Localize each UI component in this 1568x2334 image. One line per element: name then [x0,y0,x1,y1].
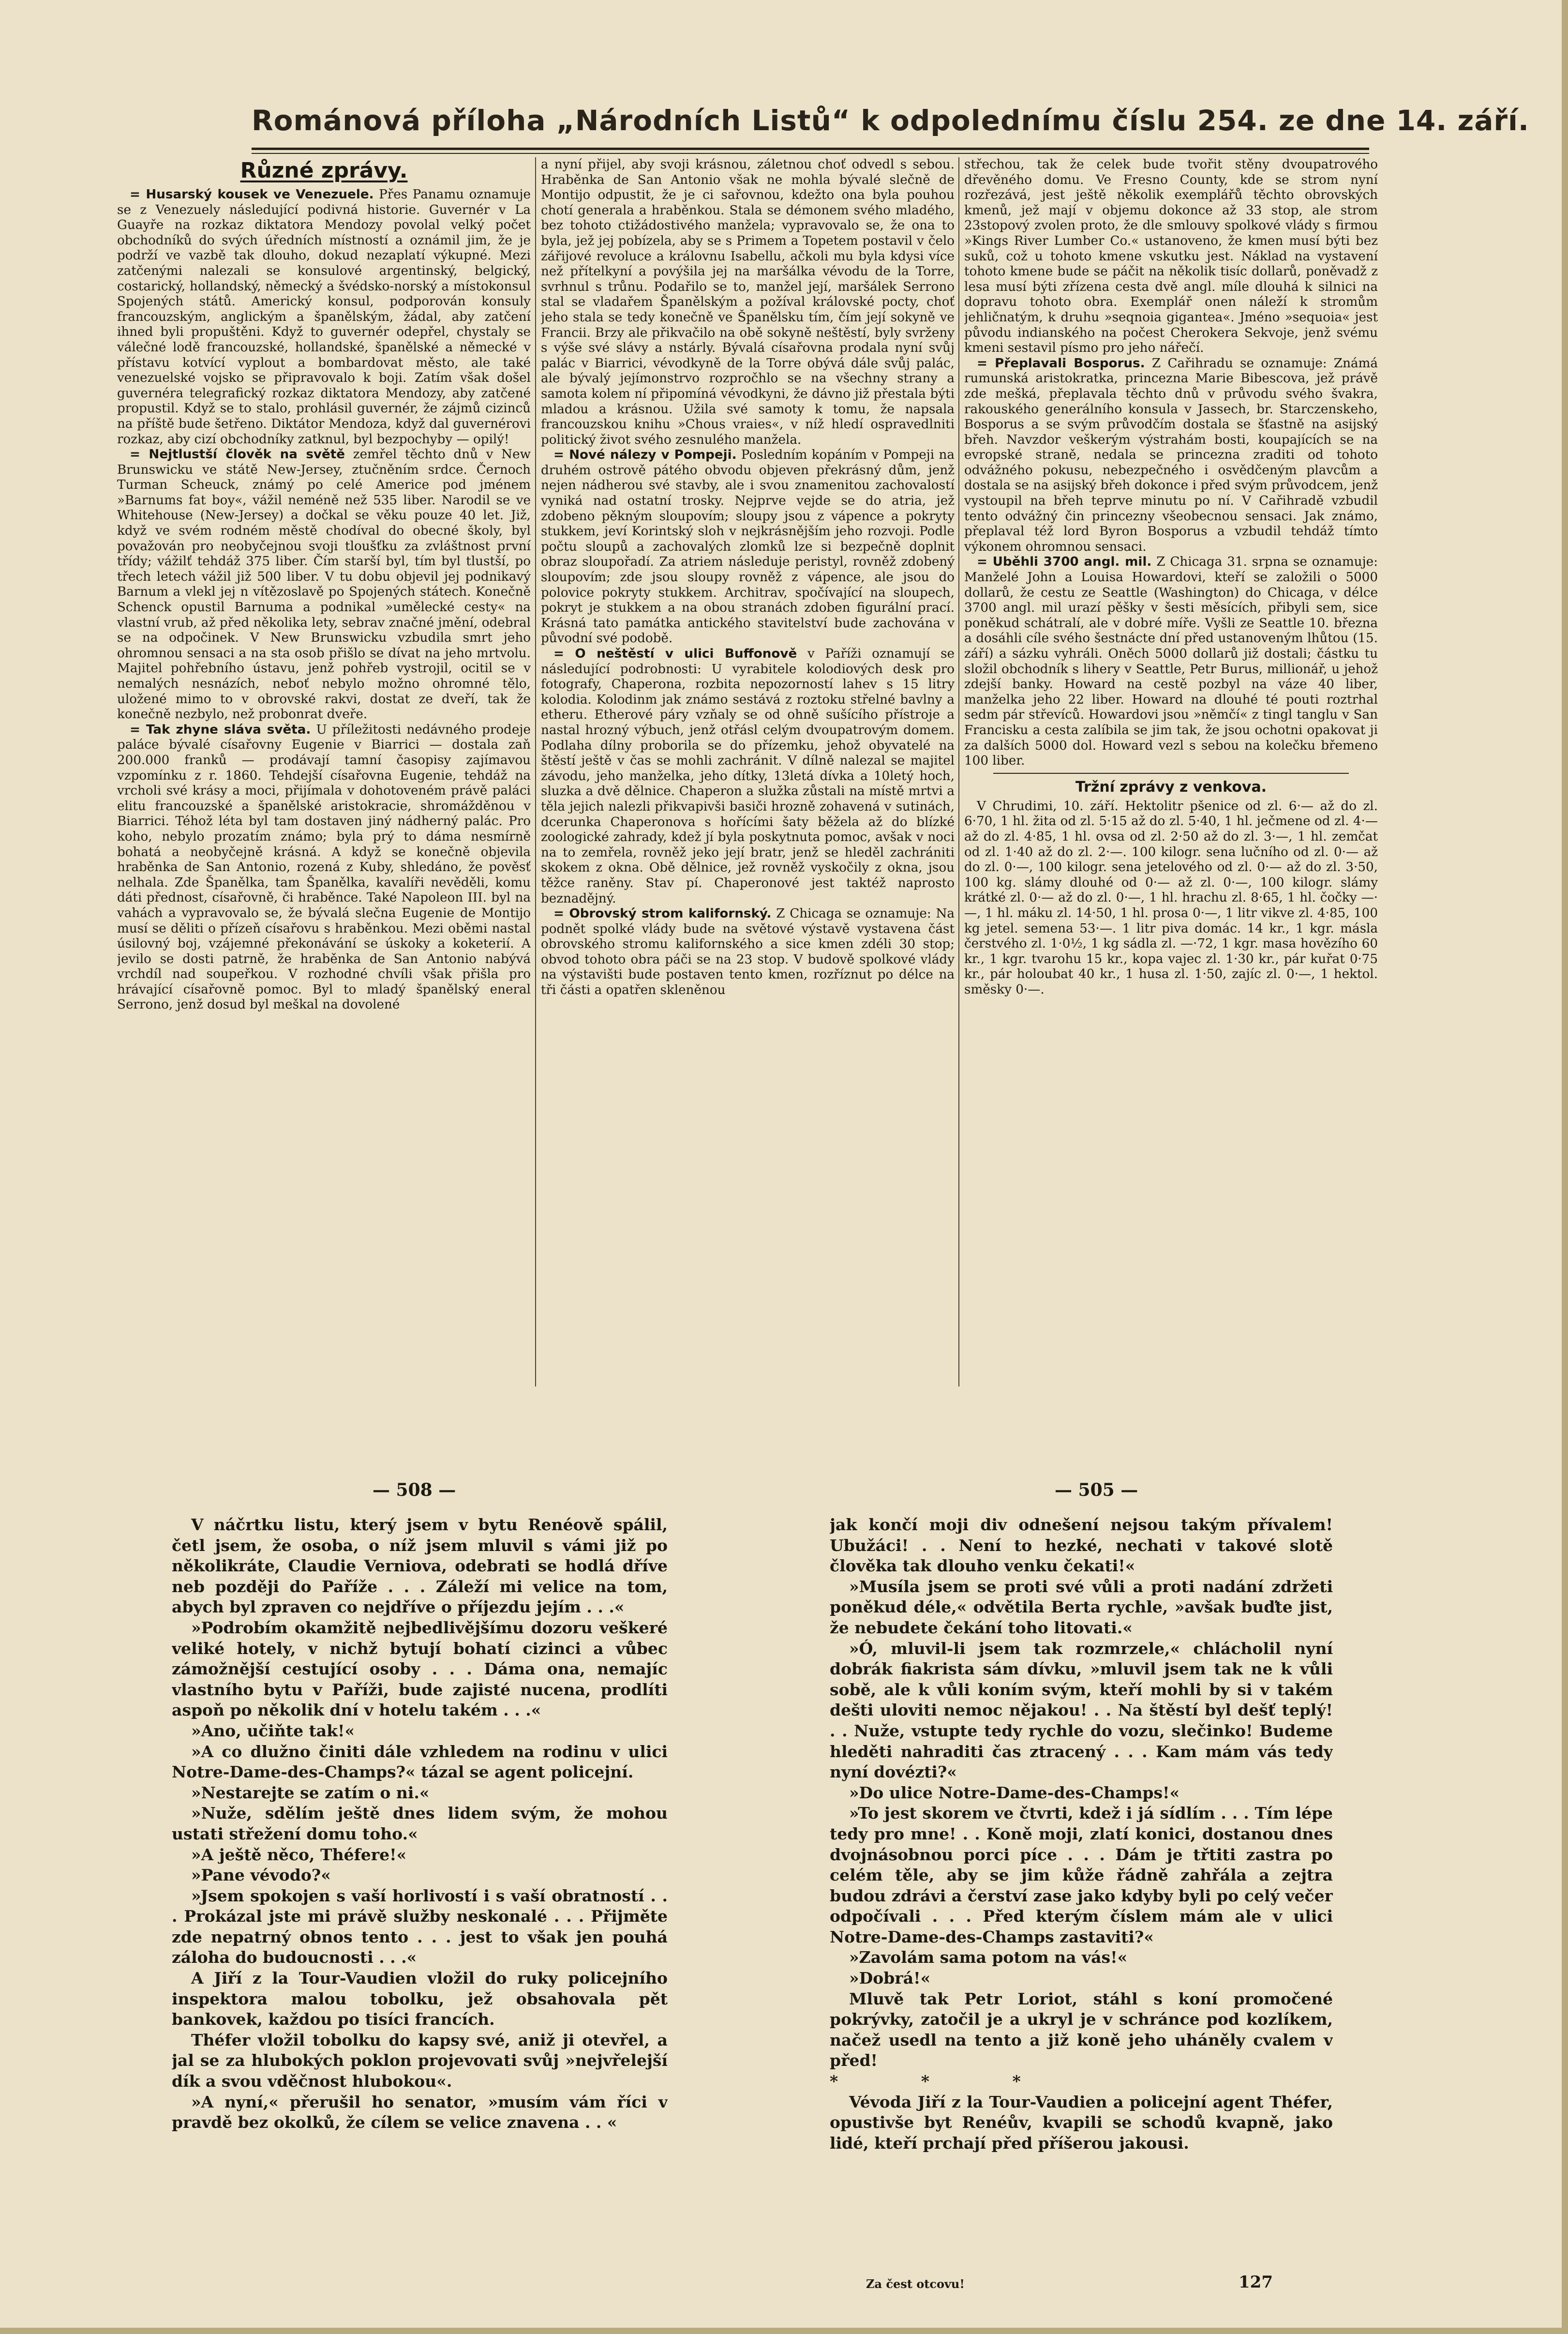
novel-paragraph: »Podrobím okamžitě nejbedlivějšímu dozoru veškeré veliké hotely, v nichž bytují bohatí cizinci a vůbec zámožnější cestující osoby . . . Dáma ona, nemajíc vlastního bytu v Paříži, bude zajisté nucena, prodlíti aspoň po několik dní v hotelu takém . . .« [172,1618,668,1720]
news-item-body: zemřel těchto dnů v New Brunswicku ve státě New-Jersey, ztučněním srdce. Černoch Turman Scheuck, známý po celé Americe pod jménem »Barnums fat boy«, vážil neméně než 535 liber. Narodil se ve Whitehouse (New-Jersey) a dočkal se věku pouze 40 let. Již, když ve svém rodném městě chodíval do obecné školy, byl považován pro neobyčejnou svoji tloušťku za zvláštnost první třídy; vážilť tehdáž 375 liber. Čím starší byl, tím byl tlustší, po třech letech vážil již 500 liber. V tu dobu objevil jej podnikavý Barnum a vlekl jej n vítězoslavě po Spojených státech. Konečně Schenck opustil Barnuma a podnikal »umělecké cesty« na vlastní vrub, až před několika lety, sebrav značné jmění, odebral se na odpočinek. V New Brunswicku vzbudila smrt jeho ohromnou sensaci a na sta osob přišlo se dívat na jeho mrtvolu. Majitel pohřebního ústavu, jenž pohřeb vystrojil, ocitil se v nemalých nesnázích, neboť nebylo možno ohromné tělo, uložené mimo to v obrovské rakvi, dostat ze dveří, tak že konečně nezbylo, než probonrat dveře. [117,447,531,722]
masthead-rule-thin [252,153,1369,154]
novel-paragraph: »Jsem spokojen s vaší horlivostí i s vaší obratností . . . Prokázal jste mi právě služby neskonalé . . . Přijměte zde nepatrný obnos tento . . . jest to však jen pouhá záloha do budoucnosti . . .« [172,1886,668,1967]
novel-paragraph: »Ó, mluvil-li jsem tak rozmrzele,« chlácholil nyní dobrák fiakrista sám dívku, »mluvil jsem tak ne k vůli sobě, ale k vůli koním svým, kteří mohli by si v takém dešti uloviti nemoc nějakou! . . Na štěstí byl dešť teplý! . . Nuže, vstupte tedy rychle do vozu, slečinko! Budeme hleděti nahraditi čas ztracený . . . Kam mám vás tedy nyní dovézti?« [830,1639,1333,1782]
novel-paragraph: »Nestarejte se zatím o ni.« [191,1783,430,1802]
news-item-body: Z Cařihradu se oznamuje: Známá rumunská aristokratka, princezna Marie Bibescova, jež právě zde mešká, přeplavala těchto dnů v průvodu svého švakra, rakouského generálního konsula v Jassech, br. Starczenskeho, Bosporus a se svým průvodčím dostala se šťastně na asijský břeh. Navzdor veškerým výstrahám bosti, koupajících se na evropské straně, nedala se princezna zraditi od tohoto odvážného pokusu, nebezpečného i osvědčeným plavcům a dostala se na asijský břeh dokonce i před svým průvodcem, jenž vystoupil na břeh teprve minutu po ní. V Cařihradě vzbudil tento odvážný čin princezny všeobecnou sensaci. Jak známo, přeplaval též lord Byron Bosporus a vzbudil tehdáž tímto výkonem ohromnou sensaci. [964,356,1378,554]
novel-paragraph: Théfer vložil tobolku do kapsy své, aniž ji otevřel, a jal se za hlubokých poklon projevovati svůj »nejvřelejší dík a svou vděčnost hlubokou«. [172,2030,668,2091]
news-column-middle [541,157,955,1396]
news-column-right [964,157,1378,1396]
page-edge-bottom [0,2328,1568,2334]
novel-paragraph: jak končí moji div odnešení nejsou takým přívalem! Ubužáci! . . Není to hezké, nechati v takové slotě člověka tak dlouho venku čekati!« [830,1515,1333,1576]
news-item-title: = Nejtlustší člověk na světě [130,447,345,462]
news-item-pompeii [541,448,955,647]
news-column-left [117,157,531,1396]
news-item-title: = Obrovský strom kalifornský. [553,906,772,921]
footer-note: Za čest otcovu! [866,2277,965,2291]
news-item-giant-tree [541,906,955,998]
section-stars: * * * [830,2072,1060,2091]
news-item-title: = Tak zhyne sláva světa. [130,722,311,737]
novel-paragraph: »A co dlužno činiti dále vzhledem na rodinu v ulici Notre-Dame-des-Champs?« tázal se agent policejní. [172,1742,668,1782]
novel-paragraph: »Do ulice Notre-Dame-des-Champs!« [849,1783,1180,1802]
column-divider-2 [958,157,959,1386]
novel-paragraph: »Pane vévodo?« [191,1866,331,1885]
novel-text-right [830,1515,1333,2308]
news-item-body: Z Chicaga 31. srpna se oznamuje: Manželé John a Louisa Howardovi, kteří se založili o 5000 dollarů, že cestu ze Seattle (Washington) do Chicaga, v délce 3700 angl. mil urazí pěšky v šesti měsících, přibyli sem, sice poněkud schátralí, ale v dobré míře. Vyšli ze Seattle 10. března a dosáhli cíle svého šestnácte dní před ustanoveným lhůtou (15. září) a sázku vyhráli. Oněch 5000 dollarů již dostali; částku tu složil obchodník s lihery v Seattle, Petr Burus, millionář, u jehož zdejší banky. Howard na cestě pozbyl na váze 40 liber, manželka jeho 22 liber. Howard na dlouhé té pouti roztrhal sedm pár střevíců. Howardovi jsou »němčí« z tingl tanglu v San Francisku a cesta zalíbila se jim tak, že jsou ochotni opakovat ji za dalších 5000 dol. Howard vezl s sebou na kolečku břemeno 100 liber. [964,555,1378,768]
section-divider [993,773,1349,774]
masthead-rule-thick [252,148,1369,150]
news-item-bosporus [964,356,1378,555]
novel-paragraph: »A nyní,« přerušil ho senator, »musím vám říci v pravdě bez okolků, že cílem se velice znavena . . « [172,2092,668,2132]
news-item-walk [964,555,1378,768]
novel-text-left [172,1515,668,2308]
novel-paragraph: »To jest skorem ve čtvrti, kdež i já sídlím . . . Tím lépe tedy pro mne! . . Koně moji, zlatí konici, dostanou dnes dvojnásobnou porci píce . . . Dám je třtiti zastra po celém těle, aby se jim kůže řádně zahřála a zejtra budou zdrávi a čerství zase jako kdyby byli po celý večer odpočívali . . . Před kterým číslem mám ale v ulici Notre-Dame-des-Champs zastaviti?« [830,1804,1333,1946]
market-heading: Tržní zprávy z venkova. [1075,778,1267,796]
news-item-venezuela [117,187,531,447]
footer-number: 127 [1239,2273,1273,2292]
novel-paragraph: V náčrtku listu, který jsem v bytu Renéově spálil, četl jsem, že osoba, o níž jsem mluvil s vámi již po několikráte, Claudie Verniova, odebrati se hodlá dříve neb později do Paříže . . . Záleží mi velice na tom, abych byl zpraven co nejdříve o příjezdu jejím . . .« [172,1515,668,1617]
news-item-body: Z Chicaga se oznamuje: Na podnět spolké vlády bude na světové výstavě vystavena část obrovského stromu kalifornského a sice kmen zdéli 30 stop; obvod tohoto obra páči se na 23 stop. V budově spolkové vlády na výstavišti bude postaven tento kmen, rozříznut po délce na tři části a opatřen skleněnou [541,906,955,998]
news-item-title: = Nové nálezy v Pompeji. [553,448,737,463]
news-item-title: = Přeplavali Bosporus. [977,356,1145,371]
news-item-title: = Husarský kousek ve Venezuele. [130,187,374,202]
news-item-buffon-accident [541,647,955,906]
page-number-left: — 508 — [373,1480,456,1500]
news-item-body: U příležitosti nedávného prodeje paláce bývalé císařovny Eugenie v Biarrici — dostala zaň 200.000 franků — prodávají tamní časopisy zajímavou vzpomínku z r. 1860. Tehdejší císařovna Eugenie, tehdáž na vrcholi své krásy a moci, přijímala v dohotoveném právě paláci elitu francouzské a španělské aristokracie, shromážděnou v Biarrici. Téhož léta byl tam dostaven jiný nádherný palác. Pro koho, nebylo prozatím známo; byla prý to dáma nesmírně bohatá a neobyčejně krásná. A když se konečně objevila hraběnka de San Antonio, rozená z Kuby, shledáno, že pověsť nelhala. Zde Španělka, tam Španělka, kavalíři nevěděli, komu dáti přednost, císařovně, či hraběnce. Také Napoleon III. byl na vahách a vypravovalo se, že bývalá slečna Eugenie de Montijo musí se děliti o přízeň císařovu s hraběnkou. Mezi oběmi nastal úsilovný boj, vzájemné překonávání se úskoky a koketerií. A jevilo se dosti patrně, že hraběnka de San Antonio nabývá vrchdíl nad soupeřkou. V rozhodné chvíli však přišla pro hrávající císařovně pomoc. Byl to mladý španělský eneral Serrono, jenž dosud byl meškal na dovolené [117,722,531,1012]
news-item-glory [117,723,531,1013]
market-report: V Chrudimi, 10. září. Hektolitr pšenice od zl. 6·— až do zl. 6·70, 1 hl. žita od zl. 5·15 až do zl. 5·40, 1 hl. ječmene od zl. 4·— až do zl. 4·85, 1 hl. ovsa od zl. 2·50 až do zl. 3·—, 1 hl. zemčat od zl. 1·40 až do zl. 2·—. 100 kilogr. sena lučního od zl. 0·— až do zl. 0·—, 100 kilogr. sena jetelového od zl. 0·— až do zl. 3·50, 100 kg. slámy dlouhé od 0·— až zl. 0·—, 100 kilogr. slámy krátké zl. 0·— až do zl. 0·—, 1 hl. hrachu zl. 8·65, 1 hl. čočky —·—, 1 hl. máku zl. 14·50, 1 hl. prosa 0·—, 1 litr vikve zl. 4·85, 100 kg jetel. semena 53·—. 1 litr piva domác. 14 kr., 1 kgr. másla čerstvého zl. 1·0½, 1 kg sádla zl. —·72, 1 kgr. masa hovězího 60 kr., 1 kgr. tvarohu 15 kr., kopa vajec zl. 1·30 kr., pár kuřat 0·75 kr., pár holoubat 40 kr., 1 husa zl. 1·50, zajíc zl. 0·—, 1 hektol. směsky 0·—. [964,798,1378,997]
novel-paragraph: »Musíla jsem se proti své vůli a proti nadání zdržeti poněkud déle,« odvětila Berta rychle, »avšak buďte jist, že nebudete čekání toho litovati.« [830,1577,1333,1637]
news-item-continuation: a nyní přijel, aby svoji krásnou, záletnou choť odvedl s sebou. Hraběnka de San Antonio však ne mohla bývalé slečně de Montijo odpustit, že je ci sařovnou, kdežto ona byla pouhou chotí generala a hraběnkou. Stala se démonem svého mladého, bez tohoto ctižádostivého manžela; vypravovalo se, že ona to byla, jež jej pobízela, aby se s Primem a Topetem postavil v čelo zářijové revoluce a královnu Isabellu, ačkoli mu byla kdysi více než přítelkyní a povýšila jej na maršálka vévodu de la Torre, svrhnul s trůnu. Podařilo se to, manžel její, maršálek Serrono stal se vladařem Španělským a požíval královské pocty, choť jeho stala se tedy konečně ve Španělsku tím, čím její sokyně ve Francii. Brzy ale přikvačilo na obě sokyně neštěstí, byly svrženy s výše své slávy a nstárly. Bývalá císařovna prodala nyní svůj palác v Biarrici, vévodkyně de la Torre obývá dále svůj palác, ale bývalý jejímonstrvo rozpročhlo se na všechny strany a samota kolem ní připomíná vévodkyni, že dávno již přestala býti mladou a krásnou. Užila své samoty k tomu, že napsala francouzskou knihu »Chous vraies«, v níž hledí ospravedlniti politický život svého zesnulého manžela. [541,157,955,447]
masthead: Románová příloha „Národních Listů“ k odpolednímu číslu 254. ze dne 14. září. [252,104,1529,137]
news-item-title: = Uběhli 3700 angl. mil. [977,555,1152,570]
novel-paragraph: A Jiří z la Tour-Vaudien vložil do ruky policejního inspektora malou tobolku, jež obsahovala pět bankovek, každou po tisíci francích. [172,1969,668,2029]
page-number-right: — 505 — [1055,1480,1138,1500]
novel-paragraph: Vévoda Jiří z la Tour-Vaudien a policejní agent Théfer, opustivše byt Renéův, kvapili se schodů kvapně, jako lidé, kteří prchají před příšerou jakousi. [830,2092,1333,2153]
section-heading: Různé zprávy. [240,158,408,183]
news-item-body: Přes Panamu oznamuje se z Venezuely následující podivná historie. Guvernér v La Guayře na rozkaz diktatora Mendozy povolal velký počet obchodníků do svých úředních místností a oznámil jim, že je podrží ve vazbě tak dlouho, dokud nezaplatí výkupné. Mezi zatčenými nalezali se konsulové argentinský, belgický, costarický, hollandský, německý a švédsko-norský a místokonsul Spojených států. Americký konsul, podporován konsuly francouzským, anglickým a španělským, žádal, aby zatčení ihned byli propuštěni. Když to guvernér odepřel, chystaly se válečné lodě francouzské, hollandské, španělské a německé v přístavu kotvící vyplout a bombardovat město, ale také venezuelské vojsko se připravovalo k boji. Zatím však došel guvernéra telegrafický rozkaz diktatora Mendozy, aby zatčené propustil. Když se to stalo, prohlásil guvernér, že zájmů cizinců na příště bude šetřeno. Diktátor Mendoza, když dal guvernérovi rozkaz, aby cizí obchodníky zatknul, byl bezpochyby — opilý! [117,187,531,447]
column-divider-1 [535,157,536,1386]
news-item-continuation: střechou, tak že celek bude tvořit stěny dvoupatrového dřevěného domu. Ve Fresno County, kde se strom nyní rozřezává, jest ještě několik exemplářů těchto obrovských kmenů, jež mají v objemu dokonce až 33 stop, ale strom 23stopový zvolen proto, že dle smlouvy spolkové vlády s firmou »Kings River Lumber Co.« ustanoveno, že kmen musí býti bez suků, což u tohoto kmene vskutku jest. Náklad na vystavení tohoto kmene bude se páčit na několik tisíc dollarů, poněvadž z lesa musí býti zřízena cesta dvě angl. míle dlouhá k silnici na dopravu tohoto obra. Exemplář onen náleží k stromům jehličnatým, k druhu »seqnoia gigantea«. Jméno »sequoia« jest původu indianského na počest Cherokera Sekvoje, jenž svému kmeni sestavil písmo pro jeho nářečí. [964,157,1378,356]
novel-paragraph: »Nuže, sdělím ještě dnes lidem svým, že mohou ustati střežení domu toho.« [172,1804,668,1843]
news-item-fattest-man [117,447,531,723]
novel-paragraph: »Ano, učiňte tak!« [191,1721,355,1740]
news-item-body: v Paříži oznamují se následující podrobnosti: U vyrabitele kolodiových desk pro fotografy, Chaperona, rozbita nepozorností lahev s 15 litry kolodia. Kolodinm jak známo sestává z roztoku střelné bavlny a etheru. Etherové páry vzňaly se od ohně sušícího přístroje a nastal hrozný výbuch, jenž otřásl celým dvoupatrovým domem. Podlaha dílny proborila se do přízemku, jehož obyvatelé na štěstí ještě v čas se mohli zachránit. V dílně nalezal se majitel závodu, jeho manželka, jeho dítky, 13letá dívka a 10letý hoch, sluzka a dvě dělnice. Chaperon a služka zůstali na místě mrtvi a těla jejich nalezli přikvapivši basiči hrozně zohavená v sutinách, dcerunka Chaperonova s hořícími šaty běžela až do blízké zoologické zahrady, kdež jí byla poskytnuta pomoc, avšak v noci na to zemřela, rovněž jeko její bratr, jenž se hleděl zachrániti skokem z okna. Obě dělnice, jež rovněž vyskočily z okna, jsou těžce raněny. Stav pí. Chaperonové jest taktéž naprosto beznadějný. [541,647,955,906]
novel-paragraph: »Zavolám sama potom na vás!« [849,1948,1128,1967]
news-item-body: Posledním kopáním v Pompeji na druhém ostrově pátého obvodu objeven překrásný dům, jenž nejen nádherou své stavby, ale i svou znamenitou zachovalostí vyniká nad ostatní trosky. Nejprve vejde se do atria, jež zdobeno pěkným sloupovím; sloupy jsou z vápence a pokryty stukkem, jeví Korintský sloh v nejkrásnějším jeho rozvoji. Podle počtu sloupů a zachovalých zlomků lze si bezpečně doplnit obraz sloupořadí. Za atriem následuje peristyl, rovněž zdobený sloupovím; zde jsou sloupy rovněž z vápence, ale jsou do polovice pokryty stukkem. Architrav, spočívající na sloupech, pokryt je stukkem a na obou stranách zdoben figurální prací. Krásná tato památka antického stavitelství bude zachována v původní své podobě. [541,448,955,646]
novel-paragraph: »Dobrá!« [849,1969,931,1988]
page-edge-right [1562,0,1568,2334]
news-item-title: = O neštěstí v ulici Buffonově [553,647,797,661]
novel-paragraph: Mluvě tak Petr Loriot, stáhl s koní promočené pokrývky, zatočil je a ukryl je v schránce pod kozlíkem, načež usedl na tento a již koně jeho uháněly cvalem v před! [830,1989,1333,2070]
novel-paragraph: »A ještě něco, Théfere!« [191,1845,407,1864]
